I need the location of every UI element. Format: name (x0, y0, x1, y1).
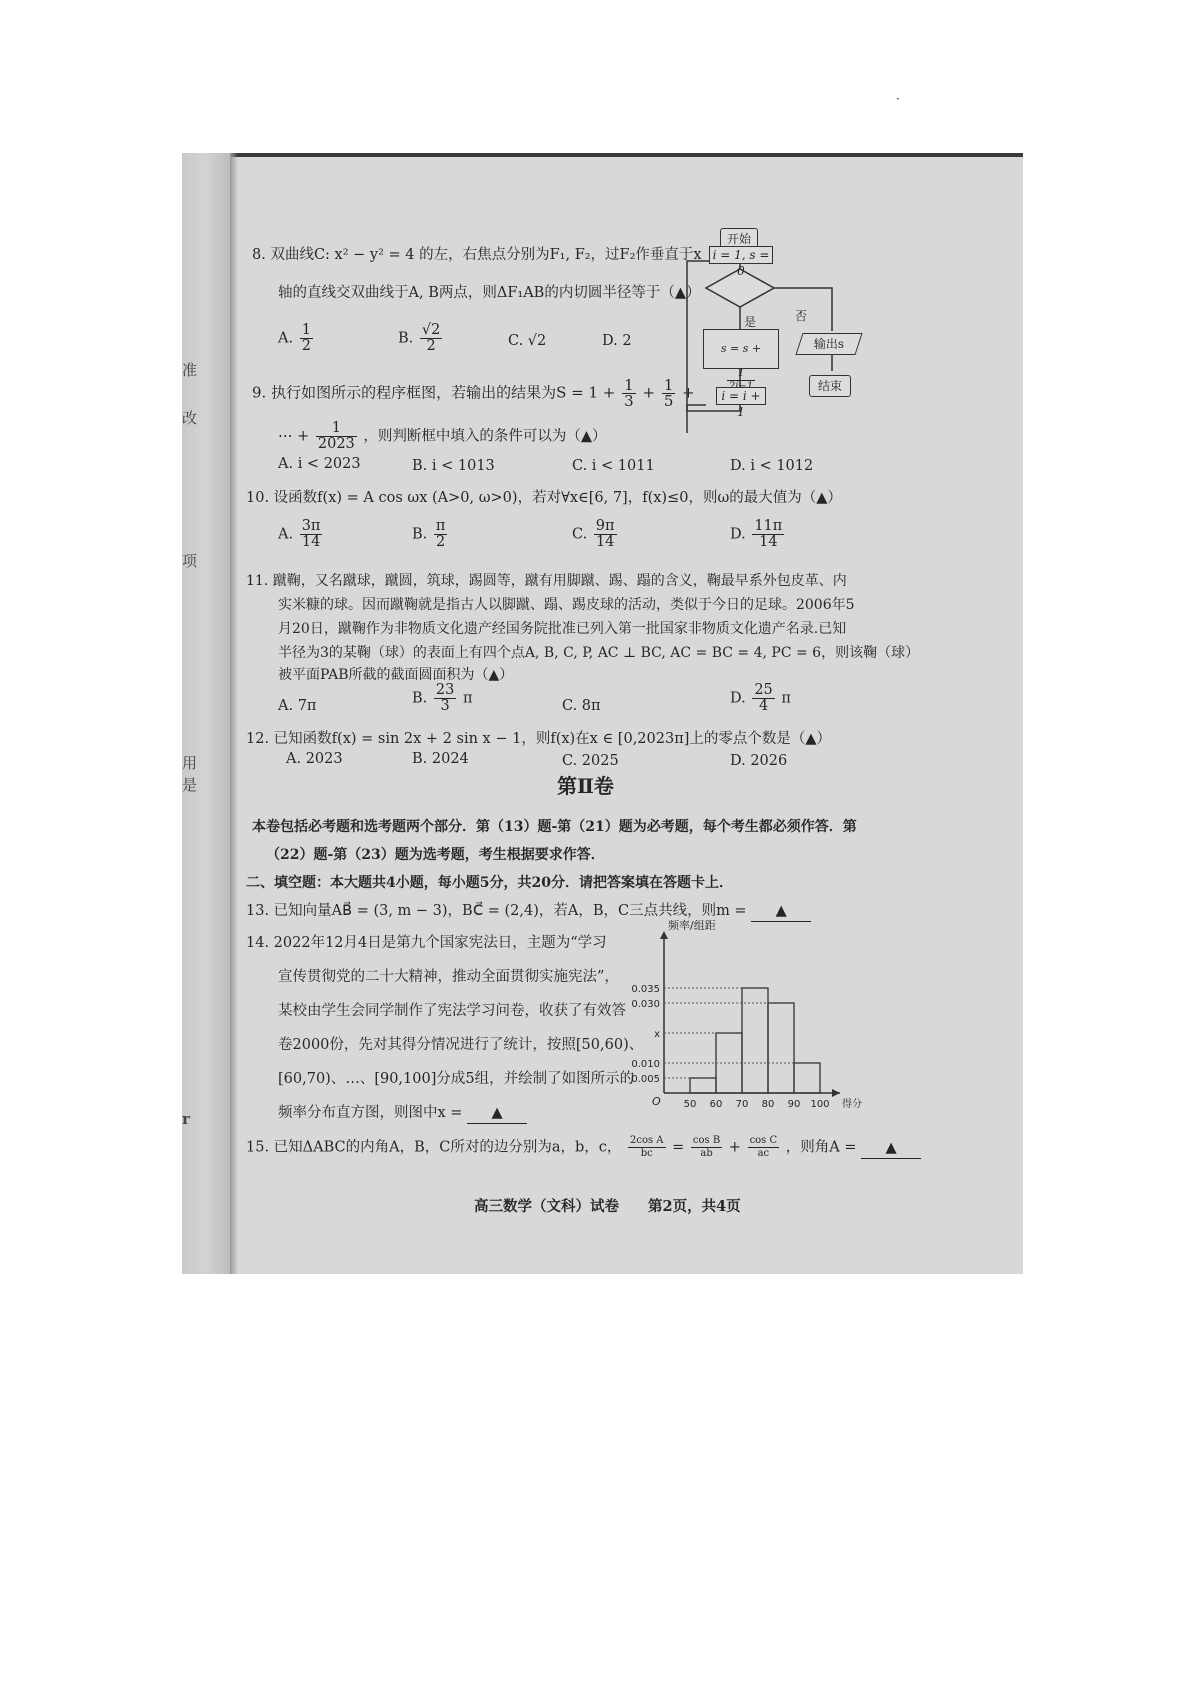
fraction (420, 323, 442, 354)
q11-line2: 实米糠的球。因而蹴鞠就是指古人以脚蹴、蹋、踢皮球的活动，类似于今日的足球。2006年5 (278, 597, 855, 613)
q9-option-d: D. i < 1012 (730, 458, 814, 474)
assign-text: s = s + (720, 342, 762, 355)
histogram-bar (742, 988, 768, 1093)
fraction (752, 519, 784, 550)
denominator: 14 (301, 534, 321, 550)
x-tick-label: 100 (810, 1099, 830, 1110)
q15-text: 15. 已知ΔABC的内角A，B，C所对的边分别为a，b，c， (246, 1139, 622, 1156)
y-tick-label: 0.005 (631, 1074, 660, 1085)
histogram-bar (768, 1003, 794, 1093)
y-tick-label: x (654, 1029, 660, 1040)
answer-blank: ▲ (751, 901, 811, 922)
frequency-histogram (622, 917, 862, 1127)
histogram-bars (664, 988, 820, 1093)
option-letter: C. (572, 526, 588, 543)
q12-option-a: A. 2023 (286, 751, 343, 767)
q9-ellipsis: ⋯ + (278, 428, 310, 445)
numerator: √2 (421, 322, 441, 338)
numerator: cos B (692, 1135, 721, 1146)
q9-option-c: C. i < 1011 (572, 458, 655, 474)
flowchart-start: 开始 (720, 228, 758, 250)
histogram-bar (794, 1063, 820, 1093)
q8-option-b (398, 323, 444, 354)
fraction (622, 378, 636, 409)
numerator: π (435, 518, 446, 534)
output-text: 输出s (813, 337, 845, 351)
q11-line5: 被平面PAB所截的截面圆面积为（▲） (278, 667, 514, 683)
denominator: 2 (436, 534, 446, 550)
numerator: 1 (663, 376, 674, 394)
q9-line1 (252, 378, 695, 409)
gutter-shadow (230, 153, 238, 1274)
denominator: 2 (426, 338, 436, 354)
fraction (300, 323, 313, 354)
histogram-axes (660, 931, 840, 1097)
q14-line6 (278, 1103, 527, 1124)
fraction (594, 519, 617, 550)
page-footer: 高三数学（文科）试卷 第2页，共4页 (474, 1198, 741, 1215)
stray-mark: · (896, 92, 900, 106)
answer-blank: ▲ (861, 1138, 921, 1159)
part2-intro-line2: （22）题-第（23）题为选考题，考生根据要求作答． (266, 847, 605, 863)
equals-sign: = (672, 1139, 685, 1156)
q14-line4: 卷2000份，先对其得分情况进行了统计，按照[50,60)、 (278, 1037, 644, 1053)
pi: π (781, 690, 791, 707)
q8-line1: 8. 双曲线C: x² − y² = 4 的左，右焦点分别为F₁, F₂，过F₂作垂直于x (252, 247, 702, 263)
q14-line2: 宣传贯彻党的二十大精神，推动全面贯彻实施宪法”， (278, 969, 619, 985)
q14-line3: 某校由学生会同学制作了宪法学习问卷，收获了有效答 (278, 1003, 626, 1019)
q8-option-a (278, 323, 315, 354)
gutter-char: 是 (182, 776, 198, 794)
y-axis-arrow (660, 931, 668, 939)
numerator: 1 (301, 322, 311, 338)
flowchart-yes-label: 是 (744, 315, 757, 329)
q9-line2 (278, 421, 607, 452)
gutter-char: 用 (182, 754, 198, 772)
gutter-char: 准 (182, 361, 198, 379)
q11-option-a: A. 7π (278, 698, 317, 714)
numerator: 25 (754, 682, 773, 698)
numerator: 3π (301, 518, 321, 534)
origin-label: O (652, 1095, 661, 1108)
option-letter: B. (398, 330, 414, 347)
denominator: bc (640, 1148, 653, 1159)
q12-option-c: C. 2025 (562, 753, 619, 769)
q11-line3: 月20日，蹴鞠作为非物质文化遗产经国务院批准已列入第一批国家非物质文化遗产名录.已知 (278, 621, 847, 637)
numerator: 11π (754, 518, 783, 534)
fraction (691, 1135, 722, 1160)
q8-option-c: C. √2 (508, 333, 547, 349)
flowchart-output (795, 333, 862, 355)
flowchart-end: 结束 (809, 375, 851, 397)
flowchart-no-label: 否 (795, 309, 808, 323)
q9-option-a: A. i < 2023 (278, 456, 361, 472)
denominator: 3 (440, 698, 450, 714)
numerator: 2cos A (630, 1135, 664, 1146)
q12-option-d: D. 2026 (730, 753, 788, 769)
binding-gutter (182, 153, 230, 1274)
q10-option-a (278, 519, 324, 550)
plus-sign: + (682, 383, 695, 402)
option-letter: D. (730, 526, 746, 543)
plus-sign: + (642, 383, 656, 402)
q13-text: 13. 已知向量AB⃗ = (3, m − 3)，BC⃗ = (2,4)，若A，B，C三点共线，则m = (246, 903, 747, 919)
numerator: 1 (316, 421, 357, 437)
q10-option-c (572, 519, 619, 550)
denominator: 2 (301, 338, 311, 354)
q10-option-d (730, 519, 786, 550)
q15-text: ，则角A = (785, 1139, 857, 1156)
fraction (752, 683, 774, 714)
gutter-char: 项 (182, 552, 198, 570)
answer-blank: ▲ (467, 1103, 527, 1124)
q10-option-b (412, 519, 449, 550)
q9-text: ，则判断框中填入的条件可以为（▲） (363, 428, 607, 445)
numerator: cos C (749, 1135, 778, 1146)
x-tick-label: 50 (683, 1099, 697, 1110)
q14-line5: [60,70)、…、[90,100]分成5组，并绘制了如图所示的 (278, 1071, 635, 1087)
q11-option-b (412, 683, 472, 714)
q8-line2: 轴的直线交双曲线于A, B两点，则ΔF₁AB的内切圆半径等于（▲） (278, 285, 701, 301)
x-axis-arrow (832, 1089, 840, 1097)
fraction (628, 1135, 666, 1160)
gutter-char: r (182, 1110, 190, 1128)
denominator: 3 (624, 392, 634, 410)
q11-line1: 11. 蹴鞠，又名蹴球，蹴圆，筑球，踢圆等，蹴有用脚蹴、踢、蹋的含义，鞠最早系外包皮革、内 (246, 573, 847, 589)
y-axis-title: 频率/组距 (668, 919, 716, 932)
exam-photo (182, 153, 1023, 1274)
fraction (748, 1135, 780, 1160)
fraction (662, 378, 676, 409)
x-tick-label: 80 (761, 1099, 775, 1110)
denominator: ac (757, 1148, 770, 1159)
x-tick-label: 90 (787, 1099, 801, 1110)
x-axis-title: 得分 (842, 1099, 862, 1110)
y-tick-label: 0.030 (631, 999, 660, 1010)
denominator: 2023 (317, 436, 355, 452)
flowchart-assign (703, 329, 779, 379)
q15 (246, 1135, 921, 1160)
q9-option-b: B. i < 1013 (412, 458, 495, 474)
gutter-char: 改 (182, 409, 198, 427)
numerator: 1 (727, 368, 755, 381)
q11-line4: 半径为3的某鞠（球）的表面上有四个点A, B, C, P, AC ⊥ BC, AC = BC = 4, PC = 6，则该鞠（球） (278, 645, 920, 661)
x-tick-label: 60 (709, 1099, 723, 1110)
flowchart-lines (682, 203, 882, 433)
option-letter: D. (730, 690, 746, 707)
q10-line1: 10. 设函数f(x) = A cos ωx (A>0, ω>0)，若对∀x∈[6, 7]，f(x)≤0，则ω的最大值为（▲） (246, 490, 842, 506)
plus-sign: + (728, 1139, 741, 1156)
q9-text: 9. 执行如图所示的程序框图，若输出的结果为S = 1 + (252, 383, 616, 402)
numerator: 1 (624, 376, 634, 394)
photo-top-edge (182, 153, 1023, 157)
q14-text: 频率分布直方图，则图中x = (278, 1105, 463, 1121)
x-tick-label: 70 (735, 1099, 749, 1110)
part2-title: 第Ⅱ卷 (557, 774, 614, 798)
histogram-labels (631, 918, 862, 1110)
q14-line1: 14. 2022年12月4日是第九个国家宪法日，主题为“学习 (246, 935, 607, 951)
y-tick-label: 0.010 (631, 1059, 660, 1070)
option-letter: A. (278, 526, 294, 543)
denominator: ab (700, 1148, 713, 1159)
fraction (316, 421, 357, 452)
q8-option-d: D. 2 (602, 333, 632, 349)
denominator: 4 (758, 698, 769, 714)
part2-intro-line1: 本卷包括必考题和选考题两个部分．第（13）题-第（21）题为必考题，每个考生都必须作答．第 (252, 819, 857, 835)
q11-option-c: C. 8π (562, 698, 601, 714)
option-letter: A. (278, 330, 294, 347)
denominator: 14 (759, 534, 778, 550)
fraction (434, 683, 456, 714)
option-letter: B. (412, 526, 428, 543)
flowchart-init: i = 1, s = 0 (709, 246, 773, 264)
part2-section-heading: 二、填空题：本大题共4小题，每小题5分，共20分．请把答案填在答题卡上． (246, 875, 733, 891)
fraction (300, 519, 323, 550)
q12-option-b: B. 2024 (412, 751, 469, 767)
numerator: 9π (595, 518, 615, 534)
q12-line1: 12. 已知函数f(x) = sin 2x + 2 sin x − 1，则f(x)在x ∈ [0,2023π]上的零点个数是（▲） (246, 731, 832, 747)
denominator: 14 (595, 534, 615, 550)
q11-option-d (730, 683, 791, 714)
option-letter: B. (412, 690, 428, 707)
pi: π (462, 690, 473, 707)
histogram-bar (690, 1078, 716, 1093)
fraction (434, 519, 448, 550)
numerator: 23 (435, 682, 455, 698)
y-tick-label: 0.035 (631, 984, 660, 995)
denominator: 5 (663, 392, 674, 410)
flowchart-increment: i = i + 1 (716, 387, 766, 405)
